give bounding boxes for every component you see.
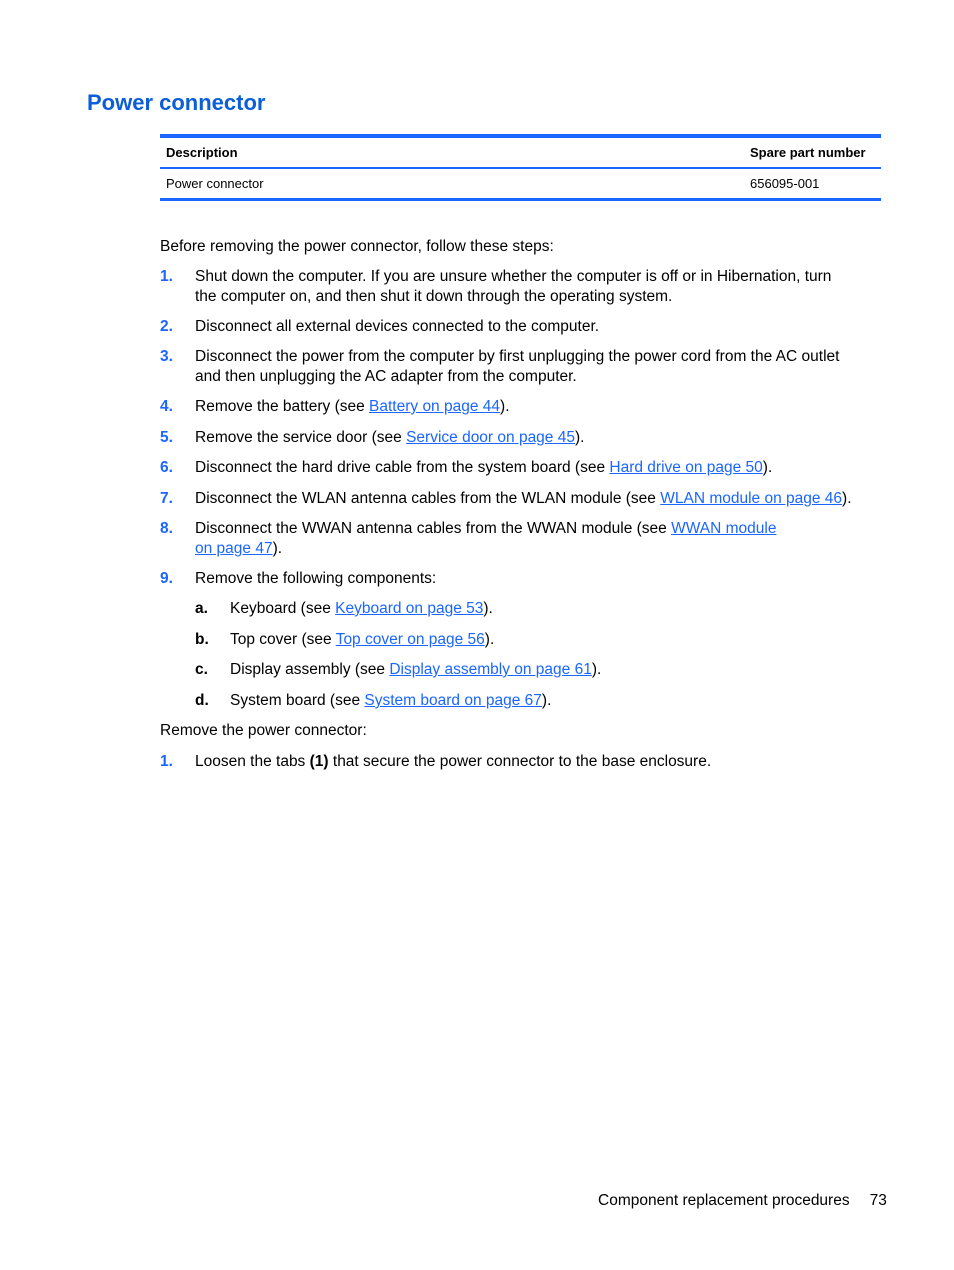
intro-paragraph: Before removing the power connector, follow these steps: [160, 238, 554, 255]
step-number: 1. [160, 753, 173, 770]
step-text: Disconnect all external devices connected to the computer. [195, 318, 600, 335]
step-text: Disconnect the WWAN antenna cables from the WWAN module (see WWAN module on page 47). [195, 520, 777, 557]
table-row [160, 168, 881, 200]
step-number: 3. [160, 348, 173, 365]
link-keyboard[interactable]: Keyboard on page 53 [335, 600, 484, 617]
link-service-door[interactable]: Service door on page 45 [406, 429, 575, 446]
step-number: 9. [160, 570, 173, 587]
step-text: Remove the following components: [195, 570, 437, 587]
step-text: Loosen the tabs (1) that secure the power connector to the base enclosure. [195, 753, 712, 770]
cell-spare-part-number: 656095-001 [750, 176, 820, 191]
footer-section-title: Component replacement procedures [598, 1192, 850, 1209]
remove-intro-paragraph: Remove the power connector: [160, 722, 367, 739]
step-text: Remove the service door (see Service door on page 45). [195, 429, 585, 446]
step-number: 6. [160, 459, 173, 476]
page-footer [598, 1192, 887, 1210]
step-number: 1. [160, 268, 173, 285]
page-title: Power connector [87, 90, 266, 115]
link-hard-drive[interactable]: Hard drive on page 50 [609, 459, 763, 476]
step-text: Disconnect the WLAN antenna cables from the WLAN module (see WLAN module on page 46). [195, 490, 852, 507]
substep-letter: d. [195, 692, 209, 709]
substep-text: Display assembly (see Display assembly on page 61). [230, 661, 602, 678]
cell-description: Power connector [166, 176, 264, 191]
substep-letter: b. [195, 631, 209, 648]
substep-text: System board (see System board on page 67). [230, 692, 552, 709]
link-wwan-module-page[interactable]: on page 47 [195, 540, 273, 557]
link-system-board[interactable]: System board on page 67 [364, 692, 542, 709]
table-header-row [160, 136, 881, 168]
link-display-assembly[interactable]: Display assembly on page 61 [389, 661, 592, 678]
step-number: 7. [160, 490, 173, 507]
link-wlan-module[interactable]: WLAN module on page 46 [660, 490, 843, 507]
page-number: 73 [869, 1192, 887, 1209]
substep-text: Keyboard (see Keyboard on page 53). [230, 600, 493, 617]
substep-text: Top cover (see Top cover on page 56). [230, 631, 495, 648]
step-text: Shut down the computer. If you are unsure whether the computer is off or in Hibernation, turn the computer on, and then shut it down through the operating system. [195, 268, 832, 305]
step-text: Remove the battery (see Battery on page 44). [195, 398, 510, 415]
step-number: 2. [160, 318, 173, 335]
step-number: 5. [160, 429, 173, 446]
link-top-cover[interactable]: Top cover on page 56 [335, 631, 485, 648]
link-wwan-module[interactable]: WWAN module [671, 520, 777, 537]
spare-parts-table [160, 134, 881, 201]
substep-letter: a. [195, 600, 208, 617]
step-number: 4. [160, 398, 173, 415]
step-text: Disconnect the power from the computer by first unplugging the power cord from the AC outlet and then unplugging the AC adapter from the computer. [195, 348, 840, 385]
step-text: Disconnect the hard drive cable from the system board (see Hard drive on page 50). [195, 459, 773, 476]
step-number: 8. [160, 520, 173, 537]
column-header-spare-part-number: Spare part number [750, 145, 866, 160]
link-battery[interactable]: Battery on page 44 [369, 398, 501, 415]
column-header-description: Description [166, 145, 238, 160]
callout-number: (1) [309, 753, 329, 770]
substep-letter: c. [195, 661, 208, 678]
